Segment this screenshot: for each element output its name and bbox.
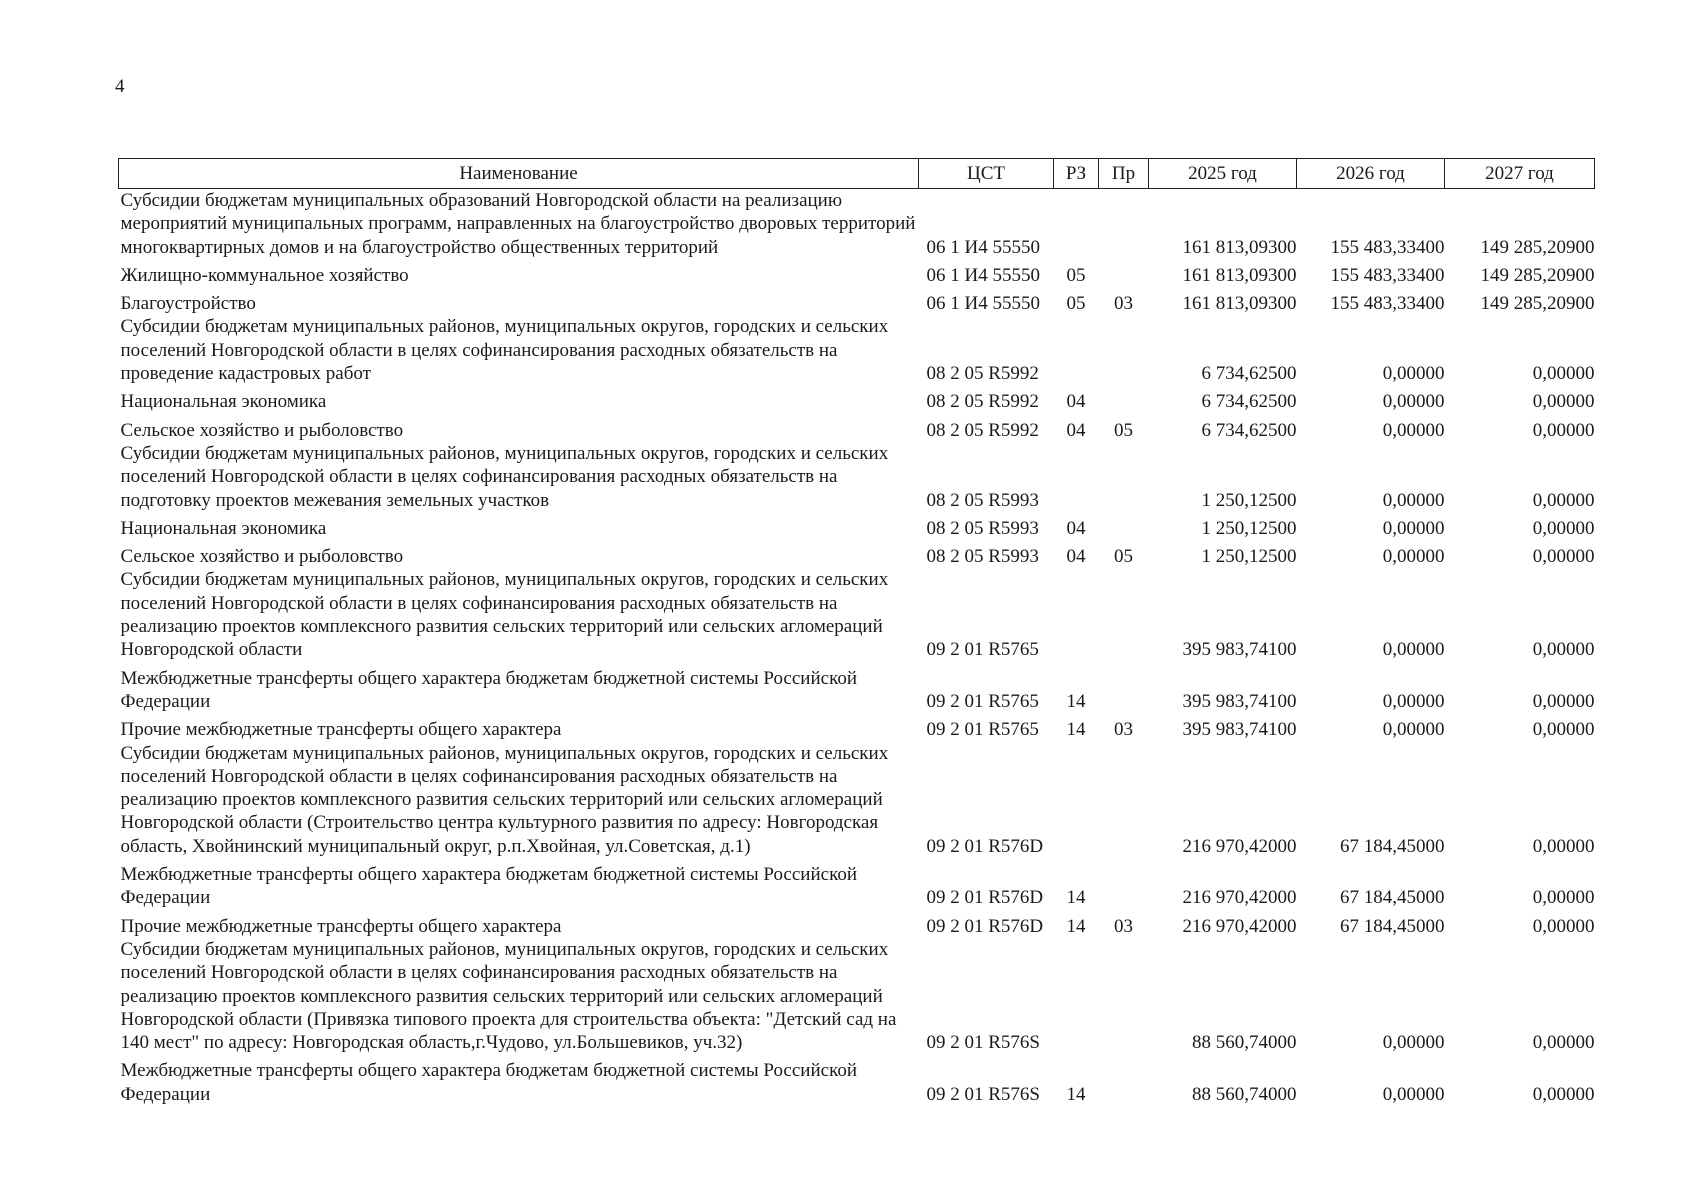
row-value-2027: 149 285,20900 [1480, 236, 1595, 258]
row-pr [1099, 858, 1149, 910]
row-value-2027: 0,00000 [1532, 517, 1595, 539]
row-cst: 06 1 И4 55550 [926, 293, 1040, 315]
row-value-2025: 395 983,74100 [1182, 639, 1297, 661]
row-value-2027: 0,00000 [1532, 719, 1595, 741]
table-row [119, 910, 1595, 938]
row-value-2026: 0,00000 [1382, 363, 1445, 385]
row-pr [1099, 189, 1149, 259]
row-name: Сельское хозяйство и рыболовство [120, 419, 404, 441]
row-name: Национальная экономика [120, 517, 327, 539]
row-rz: 14 [1066, 915, 1086, 937]
row-cst: 09 2 01 R576D [926, 835, 1044, 857]
row-cst: 09 2 01 R576S [926, 1083, 1040, 1105]
row-cst: 08 2 05 R5992 [926, 419, 1039, 441]
table-body [119, 189, 1595, 1106]
row-rz: 14 [1066, 887, 1086, 909]
row-value-2027: 0,00000 [1532, 1032, 1595, 1054]
table-row [119, 414, 1595, 442]
row-value-2027: 149 285,20900 [1480, 264, 1595, 286]
row-name: Субсидии бюджетам муниципальных образований Новгородской области на реализацию мероприятий муниципальных программ, направленных на благоустройство дворовых территорий многоквартирных домов и на благоустройство общественных территорий [120, 190, 916, 258]
row-rz: 14 [1066, 719, 1086, 741]
header-2027: 2027 год [1445, 159, 1595, 189]
row-pr: 03 [1114, 719, 1133, 741]
row-value-2027: 149 285,20900 [1480, 293, 1595, 315]
row-value-2027: 0,00000 [1532, 363, 1595, 385]
row-value-2025: 216 970,42000 [1182, 887, 1297, 909]
row-rz: 04 [1066, 419, 1086, 441]
row-cst: 09 2 01 R576D [926, 887, 1044, 909]
row-pr: 05 [1114, 546, 1133, 568]
row-value-2025: 1 250,12500 [1201, 489, 1297, 511]
header-2026: 2026 год [1297, 159, 1445, 189]
row-cst: 06 1 И4 55550 [926, 264, 1040, 286]
row-pr [1099, 1054, 1149, 1106]
row-name: Жилищно-коммунальное хозяйство [120, 264, 409, 286]
row-rz [1054, 442, 1099, 512]
row-cst: 08 2 05 R5992 [926, 391, 1039, 413]
row-name: Субсидии бюджетам муниципальных районов, муниципальных округов, городских и сельских поселений Новгородской области в целях софинансирования расходных обязательств на реализацию проектов комплексного развития сельских территорий или сельских агломераций Новгородской области [120, 569, 889, 661]
row-cst: 08 2 05 R5993 [926, 489, 1039, 511]
row-value-2026: 0,00000 [1382, 719, 1445, 741]
row-name: Межбюджетные трансферты общего характера бюджетам бюджетной системы Российской Федерации [120, 1060, 858, 1105]
header-rz: РЗ [1054, 159, 1099, 189]
row-value-2026: 67 184,45000 [1340, 835, 1445, 857]
row-value-2026: 67 184,45000 [1340, 915, 1445, 937]
row-value-2025: 161 813,09300 [1182, 293, 1297, 315]
table-row [119, 315, 1595, 385]
row-name: Благоустройство [120, 293, 256, 315]
table-row [119, 442, 1595, 512]
row-value-2025: 6 734,62500 [1201, 391, 1297, 413]
row-cst: 09 2 01 R576S [926, 1032, 1040, 1054]
table-row [119, 385, 1595, 413]
table-row [119, 189, 1595, 259]
row-value-2025: 6 734,62500 [1201, 419, 1297, 441]
row-pr [1099, 938, 1149, 1054]
row-value-2025: 1 250,12500 [1201, 546, 1297, 568]
row-value-2027: 0,00000 [1532, 419, 1595, 441]
row-pr [1099, 442, 1149, 512]
row-cst: 09 2 01 R5765 [926, 719, 1039, 741]
row-value-2027: 0,00000 [1532, 887, 1595, 909]
row-value-2026: 155 483,33400 [1330, 264, 1445, 286]
row-pr: 03 [1114, 293, 1133, 315]
row-value-2027: 0,00000 [1532, 489, 1595, 511]
row-value-2026: 155 483,33400 [1330, 236, 1445, 258]
table-row [119, 259, 1595, 287]
table-row [119, 1054, 1595, 1106]
row-rz: 04 [1066, 517, 1086, 539]
row-pr: 03 [1114, 915, 1133, 937]
row-rz: 14 [1066, 1083, 1086, 1105]
row-value-2025: 6 734,62500 [1201, 363, 1297, 385]
row-name: Субсидии бюджетам муниципальных районов, муниципальных округов, городских и сельских поселений Новгородской области в целях софинансирования расходных обязательств на реализацию проектов комплексного развития сельских территорий или сельских агломераций Новгородской области (Привязка типового проекта для строительства объекта: "Детский сад на 140 мест" по адресу: Новгородская область,г.Чудово, ул.Большевиков, уч.32) [120, 938, 897, 1054]
table-header-row [119, 159, 1595, 189]
row-value-2026: 0,00000 [1382, 546, 1445, 568]
row-rz [1054, 315, 1099, 385]
row-value-2026: 0,00000 [1382, 419, 1445, 441]
row-value-2026: 67 184,45000 [1340, 887, 1445, 909]
row-pr [1099, 315, 1149, 385]
row-value-2026: 155 483,33400 [1330, 293, 1445, 315]
table-row [119, 512, 1595, 540]
row-value-2025: 88 560,74000 [1192, 1083, 1297, 1105]
row-rz [1054, 742, 1099, 858]
row-cst: 09 2 01 R576D [926, 915, 1044, 937]
row-name: Субсидии бюджетам муниципальных районов, муниципальных округов, городских и сельских поселений Новгородской области в целях софинансирования расходных обязательств на проведение кадастровых работ [120, 316, 889, 385]
row-value-2025: 216 970,42000 [1182, 835, 1297, 857]
row-name: Сельское хозяйство и рыболовство [120, 546, 404, 568]
row-cst: 08 2 05 R5992 [926, 363, 1039, 385]
table-row [119, 287, 1595, 315]
row-name: Межбюджетные трансферты общего характера бюджетам бюджетной системы Российской Федерации [120, 667, 858, 712]
table-row [119, 568, 1595, 661]
row-cst: 08 2 05 R5993 [926, 517, 1039, 539]
row-name: Межбюджетные трансферты общего характера бюджетам бюджетной системы Российской Федерации [120, 864, 858, 909]
row-value-2026: 0,00000 [1382, 489, 1445, 511]
row-value-2025: 395 983,74100 [1182, 719, 1297, 741]
row-value-2026: 0,00000 [1382, 639, 1445, 661]
row-value-2027: 0,00000 [1532, 1083, 1595, 1105]
header-cst: ЦСТ [919, 159, 1054, 189]
row-value-2025: 161 813,09300 [1182, 264, 1297, 286]
row-value-2025: 88 560,74000 [1192, 1032, 1297, 1054]
row-value-2027: 0,00000 [1532, 915, 1595, 937]
row-value-2026: 0,00000 [1382, 391, 1445, 413]
row-rz: 04 [1066, 391, 1086, 413]
header-pr: Пр [1099, 159, 1149, 189]
row-value-2027: 0,00000 [1532, 546, 1595, 568]
row-value-2026: 0,00000 [1382, 1083, 1445, 1105]
row-value-2027: 0,00000 [1532, 391, 1595, 413]
row-name: Субсидии бюджетам муниципальных районов, муниципальных округов, городских и сельских поселений Новгородской области в целях софинансирования расходных обязательств на подготовку проектов межевания земельных участков [120, 442, 889, 511]
table-row [119, 938, 1595, 1054]
row-value-2025: 1 250,12500 [1201, 517, 1297, 539]
row-rz: 05 [1066, 264, 1086, 286]
table-row [119, 858, 1595, 910]
table-row [119, 662, 1595, 714]
row-value-2027: 0,00000 [1532, 835, 1595, 857]
row-value-2025: 161 813,09300 [1182, 236, 1297, 258]
row-name: Национальная экономика [120, 391, 327, 413]
row-rz: 14 [1066, 690, 1086, 712]
row-name: Прочие межбюджетные трансферты общего характера [120, 915, 562, 937]
row-pr [1099, 568, 1149, 661]
row-cst: 06 1 И4 55550 [926, 236, 1040, 258]
row-pr: 05 [1114, 419, 1133, 441]
table-row [119, 540, 1595, 568]
row-pr [1099, 742, 1149, 858]
row-rz: 04 [1066, 546, 1086, 568]
row-rz [1054, 189, 1099, 259]
row-name: Субсидии бюджетам муниципальных районов, муниципальных округов, городских и сельских поселений Новгородской области в целях софинансирования расходных обязательств на реализацию проектов комплексного развития сельских территорий или сельских агломераций Новгородской области (Строительство центра культурного развития по адресу: Новгородская область, Хвойнинский муниципальный округ, р.п.Хвойная, ул.Советская, д.1) [120, 742, 889, 857]
row-pr [1099, 662, 1149, 714]
row-value-2025: 395 983,74100 [1182, 690, 1297, 712]
row-rz [1054, 938, 1099, 1054]
row-pr [1099, 512, 1149, 540]
row-pr [1099, 385, 1149, 413]
row-value-2026: 0,00000 [1382, 1032, 1445, 1054]
row-value-2027: 0,00000 [1532, 690, 1595, 712]
row-pr [1099, 259, 1149, 287]
row-value-2026: 0,00000 [1382, 517, 1445, 539]
row-cst: 09 2 01 R5765 [926, 690, 1039, 712]
row-value-2026: 0,00000 [1382, 690, 1445, 712]
row-rz [1054, 568, 1099, 661]
header-name: Наименование [119, 159, 919, 189]
budget-table [118, 158, 1595, 1106]
row-value-2027: 0,00000 [1532, 639, 1595, 661]
row-rz: 05 [1066, 293, 1086, 315]
row-cst: 08 2 05 R5993 [926, 546, 1039, 568]
header-2025: 2025 год [1149, 159, 1297, 189]
row-cst: 09 2 01 R5765 [926, 639, 1039, 661]
row-name: Прочие межбюджетные трансферты общего характера [120, 719, 562, 741]
row-value-2025: 216 970,42000 [1182, 915, 1297, 937]
page-number: 4 [115, 76, 125, 97]
table-row [119, 742, 1595, 858]
table-row [119, 713, 1595, 741]
